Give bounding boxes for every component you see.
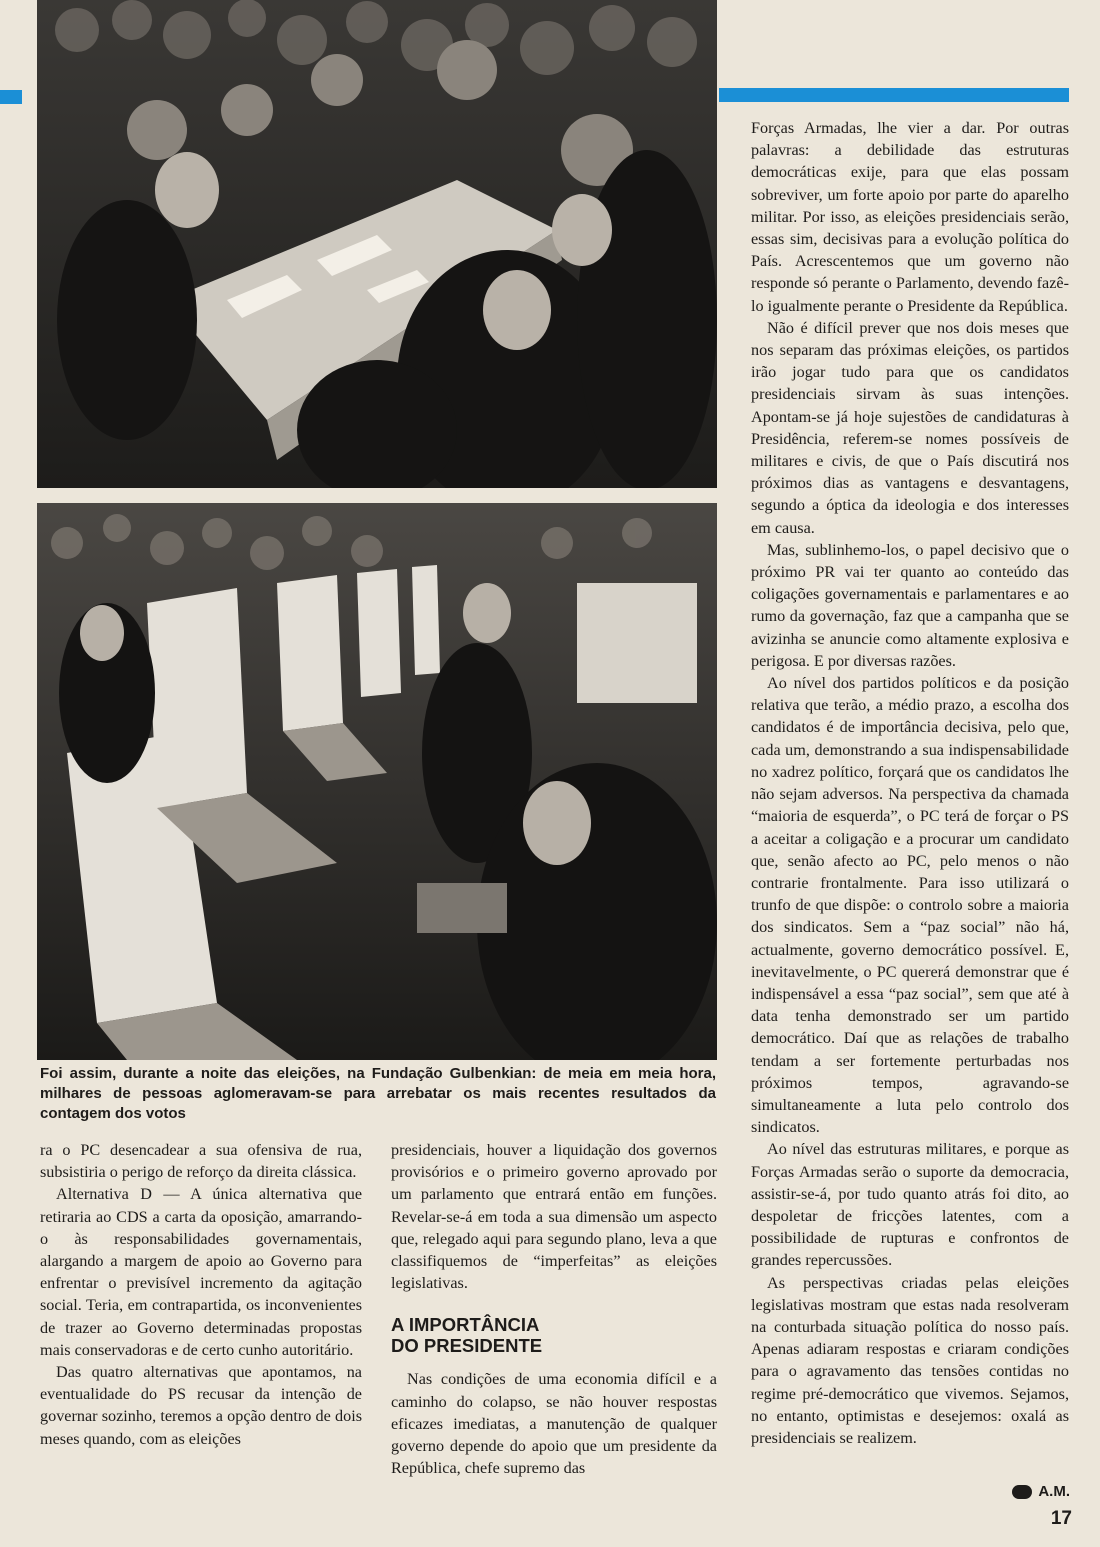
section-heading-line: DO PRESIDENTE (391, 1335, 543, 1357)
paragraph: Ao nível dos partidos políticos e da posição relativa que terão, a médio prazo, a escolha dos candidatos é de importância decisiva, pelo que, cada um, demonstrando a sua indispensabilidade no xadrez político, forçará que os candidatos lhe não sejam adversos. Na perspectiva da chamada “maioria de esquerda”, o PC terá de forçar o PS a aceitar a coligação e a procurar um candidato que, senão afecto ao PC, pelo menos o não contrarie frontalmente. Para isso utilizará o trunfo de que dispõe: o controlo sobre a maioria dos sindicatos. Sem a “paz social” não há, actualmente, governo democrático possível. E, inevitavelmente, o PC quererá demonstrar que é indispensável a essa “paz social”, sem que até à data tenha demonstrado ser um partido democrático. Daí que as relações de trabalho tendam a ser fortemente perturbadas nos próximos tempos, agravando-se simultaneamente a luta pelo controlo dos sindicatos. (751, 674, 1069, 1137)
text-column-right (751, 117, 1069, 1449)
page-number: 17 (1050, 1508, 1072, 1529)
text-column-middle (391, 1139, 717, 1479)
section-heading (391, 1314, 717, 1356)
edge-color-mark (0, 90, 22, 104)
paragraph: Das quatro alternativas que apontamos, na eventualidade do PS recusar da intenção de governar sozinho, teremos a opção dentro de dois meses quando, com as eleições (40, 1363, 362, 1448)
end-mark-icon (1012, 1485, 1032, 1499)
section-heading-line: A IMPORTÂNCIA (391, 1314, 540, 1336)
paragraph: As perspectivas criadas pelas eleições legislativas mostram que estas nada resolveram na conturbada situação política do nosso país. Apenas adiaram respostas e criaram condições para o agravamento das tensões contidas no regime pré-democrático que vivemos. Sejamos, no entanto, optimistas e desejemos: oxalá as presidenciais se realizem. (751, 1273, 1069, 1447)
paragraph: Forças Armadas, lhe vier a dar. Por outras palavras: a debilidade das estruturas democráticas exije, para que elas possam sobreviver, um forte apoio por parte do aparelho militar. Por isso, as eleições presidenciais serão, essas sim, decisivas para a evolução política do País. Acrescentemos que um governo não responde só perante o Parlamento, devendo fazê-lo igualmente perante o Presidente da República. (751, 119, 1069, 315)
paragraph: Ao nível das estruturas militares, e porque as Forças Armadas serão o suporte da democracia, assistir-se-á, por tudo quanto atrás foi dito, ao despoletar de fricções latentes, com a possibilidade de rupturas e confrontos de grandes repercussões. (751, 1140, 1069, 1270)
paragraph: Não é difícil prever que nos dois meses que nos separam das próximas eleições, os partidos irão jogar tudo para que os candidatos presidenciais sirvam às suas intenções. Apontam-se já hoje sujestões de candidaturas à Presidência, referem-se nomes possíveis de militares e civis, de que o País discutirá nos próximos dias as vantagens e desvantagens, segundo a óptica da ideologia e dos interesses em causa. (751, 318, 1069, 537)
photo-caption: Foi assim, durante a noite das eleições, na Fundação Gulbenkian: de meia em meia hora, milhares de pessoas aglomeravam-se para arrebatar os mais recentes resultados da contagem dos votos (40, 1065, 716, 1122)
paragraph: presidenciais, houver a liquidação dos governos provisórios e o primeiro governo aprovado por um parlamento que entrará então em funções. Revelar-se-á em toda a sua dimensão um aspecto que, relegado aqui para segundo plano, leva a que classifiquemos de “imperfeitas” as eleições legislativas. (391, 1141, 717, 1293)
photo-top-illustration (37, 0, 717, 488)
author-signature (1012, 1483, 1070, 1500)
accent-bar (719, 88, 1069, 102)
author-initials: A.M. (1038, 1483, 1070, 1500)
paragraph: ra o PC desencadear a sua ofensiva de rua, subsistiria o perigo de reforço da direita clássica. (40, 1141, 362, 1182)
paragraph: Alternativa D — A única alternativa que retiraria ao CDS a carta da oposição, amarrando-o às responsabilidades governamentais, alargando a margem de apoio ao Governo para enfrentar o previsível incremento da agitação social. Teria, em contrapartida, os inconvenientes de trazer ao Governo determinadas propostas mais conservadoras e de certo cunho autoritário. (40, 1185, 362, 1359)
photo-bottom-illustration (37, 503, 717, 1060)
paragraph: Mas, sublinhemo-los, o papel decisivo que o próximo PR vai ter quanto ao conteúdo das coligações governamentais e parlamentares e ao rumo da governação, faz que a campanha que se avizinha se anuncie como altamente explosiva e perigosa. E por diversas razões. (751, 540, 1069, 670)
paragraph: Nas condições de uma economia difícil e a caminho do colapso, se não houver respostas eficazes imediatas, a manutenção de qualquer governo depende do apoio que um presidente da República, chefe supremo das (391, 1370, 717, 1478)
photo-crowd-counting-table (37, 0, 717, 488)
photo-teletype-terminals (37, 503, 717, 1060)
text-column-left (40, 1139, 362, 1450)
